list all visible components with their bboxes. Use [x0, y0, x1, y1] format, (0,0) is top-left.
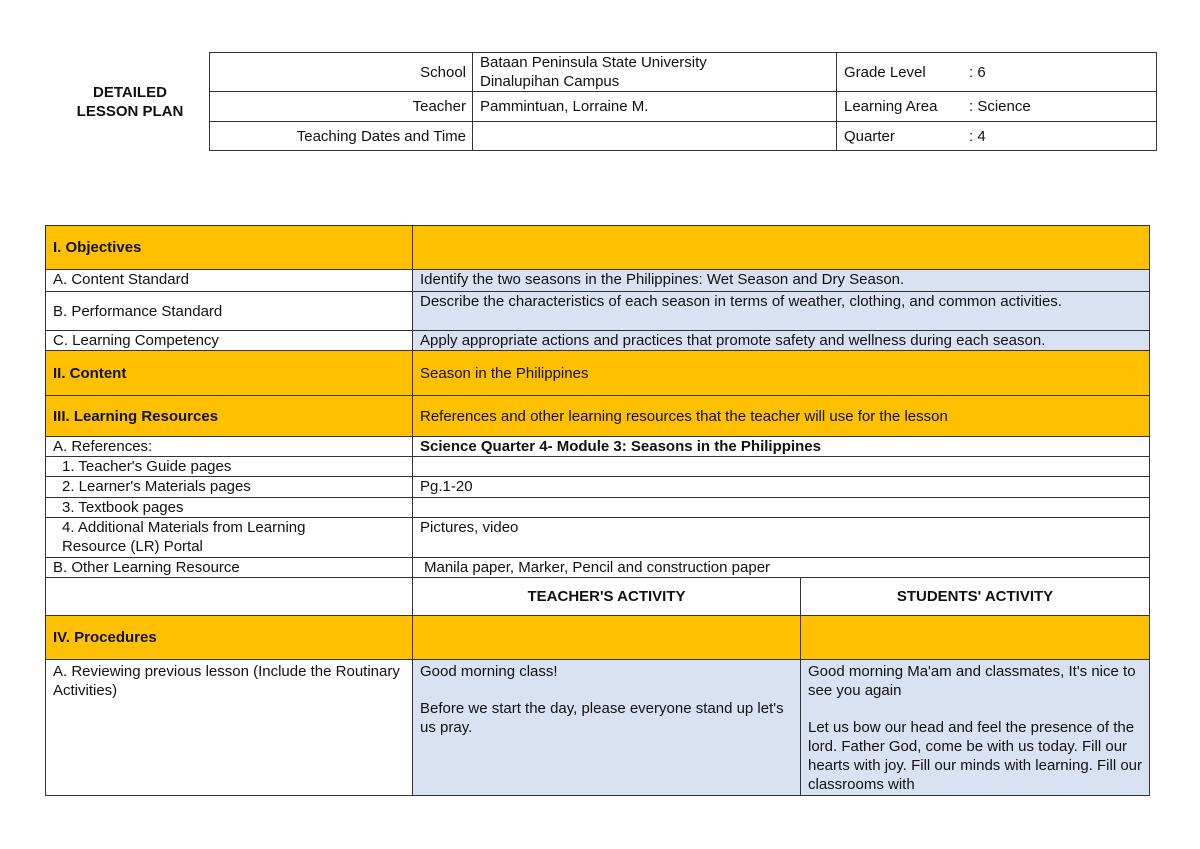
dates-label: Teaching Dates and Time [210, 122, 473, 151]
additional-materials-label: 4. Additional Materials from Learning Resource (LR) Portal [46, 518, 413, 558]
school-value: Bataan Peninsula State University Dinalupihan Campus [473, 53, 837, 92]
tb-label: 3. Textbook pages [46, 498, 413, 518]
teacher-value: Pammintuan, Lorraine M. [473, 92, 837, 122]
competency-label: C. Learning Competency [46, 331, 413, 351]
content-standard: Identify the two seasons in the Philippines: Wet Season and Dry Season. [413, 270, 1150, 292]
procedures-heading: IV. Procedures [46, 616, 413, 660]
content-heading: II. Content [46, 351, 413, 396]
additional-materials: Pictures, video [413, 518, 1150, 558]
performance-standard: Describe the characteristics of each season in terms of weather, clothing, and common activities. [413, 292, 1150, 331]
review-label: A. Reviewing previous lesson (Include the Routinary Activities) [46, 660, 413, 796]
lesson-plan-table [45, 225, 1150, 796]
resources: References and other learning resources that the teacher will use for the lesson [413, 396, 1150, 437]
quarter: Quarter : 4 [837, 122, 1157, 151]
review-teacher: Good morning class! Before we start the day, please everyone stand up let's us pray. [413, 660, 801, 796]
students-activity-header: STUDENTS' ACTIVITY [801, 578, 1150, 616]
lm-pages: Pg.1-20 [413, 477, 1150, 498]
content-standard-label: A. Content Standard [46, 270, 413, 292]
other-resource-label: B. Other Learning Resource [46, 558, 413, 578]
performance-standard-label: B. Performance Standard [46, 292, 413, 331]
lm-label: 2. Learner's Materials pages [46, 477, 413, 498]
references-label: A. References: [46, 437, 413, 457]
document-title: DETAILED LESSON PLAN [76, 84, 184, 120]
content: Season in the Philippines [413, 351, 1150, 396]
teacher-label: Teacher [210, 92, 473, 122]
tg-label: 1. Teacher's Guide pages [46, 457, 413, 477]
objectives-heading: I. Objectives [46, 226, 413, 270]
grade-level: Grade Level : 6 [837, 53, 1157, 92]
learning-area: Learning Area : Science [837, 92, 1157, 122]
other-resource: Manila paper, Marker, Pencil and construction paper [413, 558, 1150, 578]
dates-value [473, 122, 837, 151]
header-table [209, 52, 1157, 151]
review-students: Good morning Ma'am and classmates, It's nice to see you again Let us bow our head and feel the presence of the lord. Father God, come be with us today. Fill our hearts with joy. Fill our minds with learning. Fill our classrooms with [801, 660, 1150, 796]
resources-heading: III. Learning Resources [46, 396, 413, 437]
competency: Apply appropriate actions and practices that promote safety and wellness during each season. [413, 331, 1150, 351]
teacher-activity-header: TEACHER'S ACTIVITY [413, 578, 801, 616]
references: Science Quarter 4- Module 3: Seasons in the Philippines [413, 437, 1150, 457]
school-label: School [210, 53, 473, 92]
